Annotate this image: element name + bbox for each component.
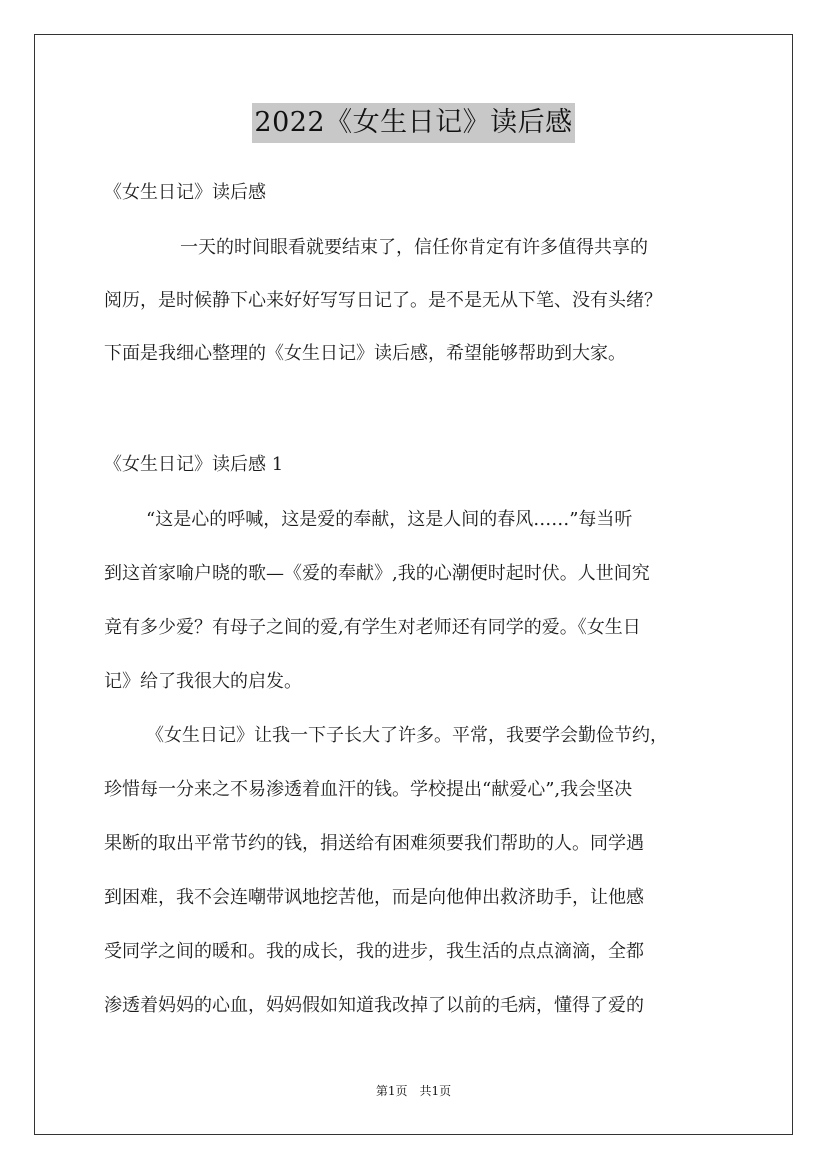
body-line: 到困难，我不会连嘲带讽地挖苦他，而是向他伸出救济助手，让他感	[104, 887, 644, 908]
intro-line: 一天的时间眼看就要结束了，信任你肯定有许多值得共享的	[180, 237, 648, 258]
body-line: 渗透着妈妈的心血，妈妈假如知道我改掉了以前的毛病，懂得了爱的	[104, 995, 644, 1016]
body-line: 到这首家喻户晓的歌—《爱的奉献》,我的心潮便时起时伏。人世间究	[104, 563, 650, 584]
body-line: “这是心的呼喊，这是爱的奉献，这是人间的春风……”每当听	[146, 509, 633, 530]
document-title: 2022《女生日记》读后感	[252, 103, 574, 143]
document-subtitle: 《女生日记》读后感	[104, 182, 266, 203]
body-line: 记》给了我很大的启发。	[104, 671, 302, 692]
page-footer: 第1页 共1页	[375, 1084, 452, 1098]
body-line: 果断的取出平常节约的钱，捐送给有困难须要我们帮助的人。同学遇	[104, 833, 644, 854]
body-line: 《女生日记》让我一下子长大了许多。平常，我要学会勤俭节约，	[146, 725, 668, 746]
title-container	[0, 103, 827, 143]
intro-line: 阅历，是时候静下心来好好写写日记了。是不是无从下笔、没有头绪？	[104, 290, 662, 311]
section-heading: 《女生日记》读后感 1	[104, 454, 284, 475]
intro-line: 下面是我细心整理的《女生日记》读后感，希望能够帮助到大家。	[104, 343, 626, 364]
body-line: 竟有多少爱？有母子之间的爱,有学生对老师还有同学的爱。《女生日	[104, 617, 641, 638]
body-line: 受同学之间的暖和。我的成长，我的进步，我生活的点点滴滴，全都	[104, 941, 644, 962]
body-line: 珍惜每一分来之不易渗透着血汗的钱。学校提出“献爱心”,我会坚决	[104, 779, 633, 800]
